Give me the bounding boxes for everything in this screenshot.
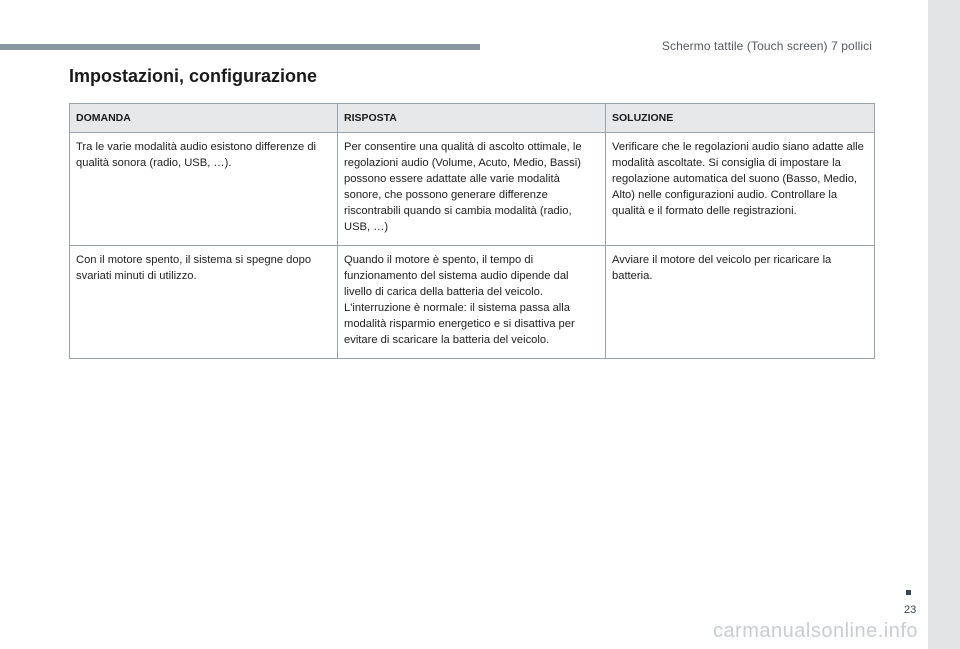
faq-table-container [69,103,874,359]
page-marker-square [906,590,911,595]
faq-table [69,103,875,359]
watermark: carmanualsonline.info [712,620,918,642]
answer-cell: Per consentire una qualità di ascolto ottimale, le regolazioni audio (Volume, Acuto, Medio, Bassi) possono essere adattate alle varie modalità sonore, che possono generare differenze riscontrabili quando si cambia modalità (radio, USB, …) [338,133,606,246]
answer-cell: Quando il motore è spento, il tempo di funzionamento del sistema audio dipende dal livello di carica della batteria del veicolo. L'interruzione è normale: il sistema passa alla modalità risparmio energetico e si disattiva per evitare di scaricare la batteria del veicolo. [338,246,606,359]
table-header-row [70,104,875,133]
column-header-domanda: DOMANDA [70,104,338,133]
column-header-soluzione: SOLUZIONE [606,104,875,133]
solution-cell: Avviare il motore del veicolo per ricaricare la batteria. [606,246,875,359]
solution-cell: Verificare che le regolazioni audio siano adatte alle modalità ascoltate. Si consiglia di impostare la regolazione automatica del suono (Basso, Medio, Alto) nelle configurazioni audio. Controllare la qualità e il formato delle registrazioni. [606,133,875,246]
table-row [70,246,875,359]
top-accent-bar [0,44,480,50]
section-header-title: Schermo tattile (Touch screen) 7 pollici [661,39,872,53]
table-row [70,133,875,246]
column-header-risposta: RISPOSTA [338,104,606,133]
page-side-strip [928,0,960,649]
question-cell: Tra le varie modalità audio esistono differenze di qualità sonora (radio, USB, …). [70,133,338,246]
page-title: Impostazioni, configurazione [69,66,318,86]
page-number: 23 [904,604,917,616]
question-cell: Con il motore spento, il sistema si spegne dopo svariati minuti di utilizzo. [70,246,338,359]
